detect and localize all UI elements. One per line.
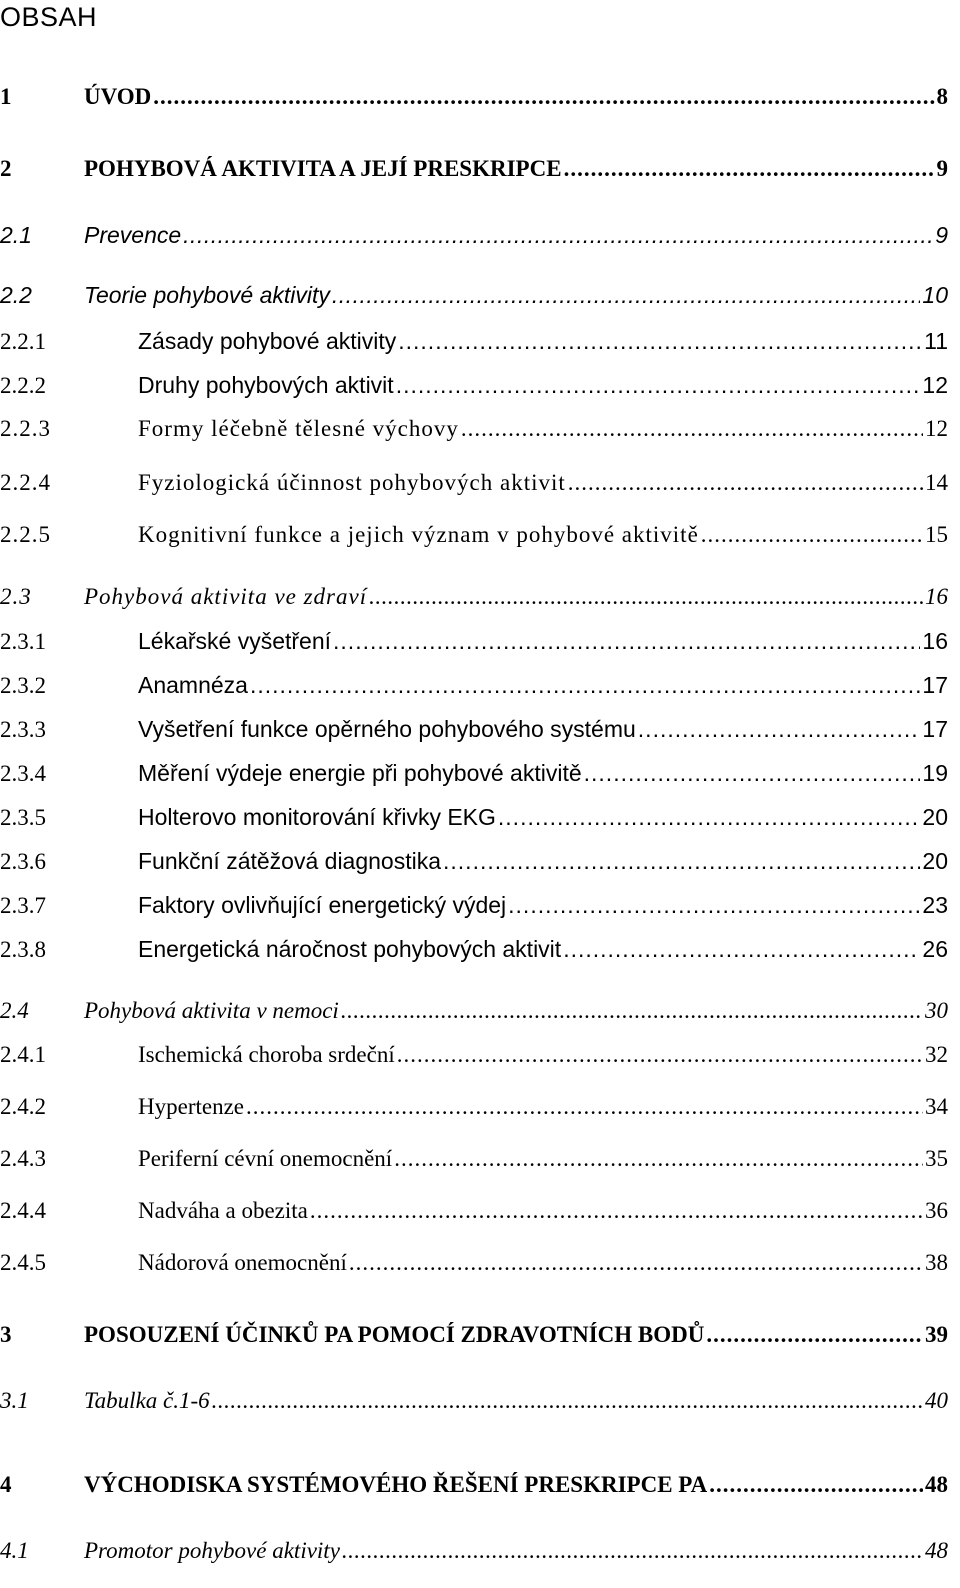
toc-dot-leader — [342, 1536, 923, 1566]
toc-dot-leader — [706, 1320, 923, 1350]
toc-entry-number: 2 — [0, 156, 12, 181]
toc-entry-label: Prevence — [84, 222, 182, 248]
toc-entry-2-3-3[interactable] — [0, 714, 948, 744]
toc-entry-number: 2.3.6 — [0, 849, 46, 874]
toc-entry-2-2-5[interactable] — [0, 520, 948, 550]
toc-entry-label: POHYBOVÁ AKTIVITA A JEJÍ PRESKRIPCE — [84, 156, 562, 181]
toc-entry-number: 2.3.5 — [0, 805, 46, 830]
toc-entry-number: 2.2 — [0, 282, 32, 308]
toc-entry-label: POSOUZENÍ ÚČINKŮ PA POMOCÍ ZDRAVOTNÍCH BODŮ — [84, 1322, 705, 1347]
toc-dot-leader — [349, 1248, 923, 1278]
toc-entry-number: 2.3 — [0, 584, 32, 609]
toc-entry-number: 2.2.3 — [0, 416, 51, 441]
toc-entry-2-2-1[interactable] — [0, 326, 948, 356]
toc-dot-leader — [508, 890, 920, 920]
toc-entry-label: Holterovo monitorování křivky EKG — [138, 804, 496, 830]
toc-entry-4[interactable] — [0, 1470, 948, 1500]
toc-entry-page: 16 — [925, 584, 948, 609]
toc-entry-number: 2.4 — [0, 998, 29, 1023]
toc-dot-leader — [443, 846, 920, 876]
toc-entry-number: 3 — [0, 1322, 12, 1347]
toc-entry-label: Teorie pohybové aktivity — [84, 282, 330, 308]
toc-entry-page: 16 — [922, 628, 948, 654]
toc-entry-page: 48 — [925, 1538, 948, 1563]
toc-entry-2-4-1[interactable] — [0, 1040, 948, 1070]
toc-entry-label: Periferní cévní onemocnění — [138, 1146, 393, 1171]
toc-entry-label: VÝCHODISKA SYSTÉMOVÉHO ŘEŠENÍ PRESKRIPCE PA — [84, 1472, 708, 1497]
toc-entry-label: Nadváha a obezita — [138, 1198, 308, 1223]
toc-entry-number: 2.2.1 — [0, 329, 46, 354]
toc-entry-number: 2.3.7 — [0, 893, 46, 918]
toc-dot-leader — [310, 1196, 923, 1226]
toc-entry-2-4-3[interactable] — [0, 1144, 948, 1174]
toc-dot-leader — [564, 154, 935, 184]
toc-entry-page: 11 — [924, 328, 948, 354]
toc-dot-leader — [568, 468, 923, 498]
toc-dot-leader — [341, 996, 923, 1026]
toc-entry-page: 30 — [925, 998, 948, 1023]
toc-entry-2-3[interactable] — [0, 582, 948, 612]
toc-entry-label: Měření výdeje energie při pohybové aktivitě — [138, 760, 582, 786]
toc-entry-2-4-2[interactable] — [0, 1092, 948, 1122]
toc-entry-page: 17 — [922, 716, 948, 742]
toc-entry-label: Nádorová onemocnění — [138, 1250, 347, 1275]
toc-dot-leader — [638, 714, 921, 744]
toc-entry-page: 8 — [936, 84, 948, 109]
toc-dot-leader — [369, 582, 923, 612]
toc-entry-2-2-3[interactable] — [0, 414, 948, 444]
toc-entry-number: 2.2.4 — [0, 470, 51, 495]
toc-entry-label: ÚVOD — [84, 84, 152, 109]
toc-entry-number: 2.4.4 — [0, 1198, 46, 1223]
toc-entry-number: 2.3.8 — [0, 937, 46, 962]
toc-entry-page: 38 — [925, 1250, 948, 1275]
toc-entry-2-3-2[interactable] — [0, 670, 948, 700]
toc-entry-page: 19 — [922, 760, 948, 786]
toc-entry-label: Kognitivní funkce a jejich význam v pohybové aktivitě — [138, 522, 699, 547]
toc-entry-2-3-6[interactable] — [0, 846, 948, 876]
toc-dot-leader — [461, 414, 923, 444]
toc-entry-label: Formy léčebně tělesné výchovy — [138, 416, 459, 441]
toc-dot-leader — [333, 626, 920, 656]
toc-entry-label: Promotor pohybové aktivity — [84, 1538, 340, 1563]
toc-entry-2-1[interactable] — [0, 220, 948, 250]
toc-dot-leader — [563, 934, 920, 964]
toc-entry-page: 40 — [925, 1388, 948, 1413]
toc-dot-leader — [153, 82, 934, 112]
toc-entry-2-2-2[interactable] — [0, 370, 948, 400]
toc-entry-label: Vyšetření funkce opěrného pohybového systému — [138, 716, 636, 742]
toc-entry-page: 48 — [925, 1472, 948, 1497]
toc-entry-label: Tabulka č.1-6 — [84, 1388, 210, 1413]
toc-entry-number: 2.3.4 — [0, 761, 46, 786]
toc-entry-2-4[interactable] — [0, 996, 948, 1026]
toc-entry-page: 36 — [925, 1198, 948, 1223]
toc-entry-label: Hypertenze — [138, 1094, 244, 1119]
toc-entry-number: 4.1 — [0, 1538, 29, 1563]
page-title: OBSAH — [0, 2, 98, 32]
toc-entry-page: 9 — [935, 222, 948, 248]
toc-entry-number: 2.4.2 — [0, 1094, 46, 1119]
toc-entry-2[interactable] — [0, 154, 948, 184]
toc-entry-2-3-1[interactable] — [0, 626, 948, 656]
toc-entry-label: Druhy pohybových aktivit — [138, 372, 394, 398]
toc-entry-label: Faktory ovlivňující energetický výdej — [138, 892, 507, 918]
toc-entry-number: 3.1 — [0, 1388, 29, 1413]
toc-dot-leader — [246, 1092, 923, 1122]
toc-entry-page: 39 — [925, 1322, 948, 1347]
toc-entry-number: 2.2.2 — [0, 373, 46, 398]
toc-entry-page: 20 — [922, 804, 948, 830]
toc-entry-1[interactable] — [0, 82, 948, 112]
toc-entry-number: 2.3.3 — [0, 717, 46, 742]
toc-entry-number: 2.1 — [0, 222, 32, 248]
toc-entry-label: Pohybová aktivita v nemoci — [84, 998, 339, 1023]
toc-entry-page: 35 — [925, 1146, 948, 1171]
toc-entry-2-3-8[interactable] — [0, 934, 948, 964]
toc-entry-number: 2.3.2 — [0, 673, 46, 698]
toc-dot-leader — [183, 220, 933, 250]
toc-entry-label: Funkční zátěžová diagnostika — [138, 848, 442, 874]
toc-dot-leader — [212, 1386, 923, 1416]
toc-entry-number: 2.4.3 — [0, 1146, 46, 1171]
toc-entry-number: 4 — [0, 1472, 12, 1497]
toc-entry-number: 2.2.5 — [0, 522, 51, 547]
toc-dot-leader — [709, 1470, 923, 1500]
toc-dot-leader — [332, 280, 921, 310]
toc-entry-2-2[interactable] — [0, 280, 948, 310]
toc-entry-3-1[interactable] — [0, 1386, 948, 1416]
toc-entry-2-3-5[interactable] — [0, 802, 948, 832]
toc-entry-page: 34 — [925, 1094, 948, 1119]
toc-entry-label: Anamnéza — [138, 672, 248, 698]
toc-dot-leader — [250, 670, 920, 700]
toc-entry-page: 23 — [922, 892, 948, 918]
toc-entry-number: 2.4.1 — [0, 1042, 46, 1067]
toc-entry-page: 20 — [922, 848, 948, 874]
toc-entry-page: 12 — [922, 372, 948, 398]
toc-entry-number: 1 — [0, 84, 12, 109]
toc-entry-page: 14 — [925, 470, 948, 495]
toc-entry-label: Lékařské vyšetření — [138, 628, 332, 654]
toc-entry-page: 32 — [925, 1042, 948, 1067]
toc-entry-2-2-4[interactable] — [0, 468, 948, 498]
toc-entry-page: 26 — [922, 936, 948, 962]
toc-entry-label: Energetická náročnost pohybových aktivit — [138, 936, 562, 962]
toc-entry-label: Ischemická choroba srdeční — [138, 1042, 395, 1067]
toc-entry-2-3-7[interactable] — [0, 890, 948, 920]
toc-entry-4-1[interactable] — [0, 1536, 948, 1566]
toc-entry-number: 2.4.5 — [0, 1250, 46, 1275]
toc-dot-leader — [584, 758, 921, 788]
toc-entry-page: 9 — [936, 156, 948, 181]
toc-entry-page: 15 — [925, 522, 948, 547]
toc-dot-leader — [396, 370, 921, 400]
toc-entry-number: 2.3.1 — [0, 629, 46, 654]
toc-dot-leader — [398, 326, 922, 356]
toc-entry-label: Zásady pohybové aktivity — [138, 328, 397, 354]
toc-entry-2-4-4[interactable] — [0, 1196, 948, 1226]
toc-dot-leader — [701, 520, 923, 550]
toc-dot-leader — [394, 1144, 923, 1174]
toc-entry-page: 12 — [925, 416, 948, 441]
toc-entry-3[interactable] — [0, 1320, 948, 1350]
toc-entry-2-4-5[interactable] — [0, 1248, 948, 1278]
toc-dot-leader — [498, 802, 921, 832]
toc-entry-label: Fyziologická účinnost pohybových aktivit — [138, 470, 566, 495]
toc-entry-page: 10 — [922, 282, 948, 308]
toc-entry-page: 17 — [922, 672, 948, 698]
toc-dot-leader — [397, 1040, 923, 1070]
toc-entry-label: Pohybová aktivita ve zdraví — [84, 584, 368, 609]
toc-entry-2-3-4[interactable] — [0, 758, 948, 788]
